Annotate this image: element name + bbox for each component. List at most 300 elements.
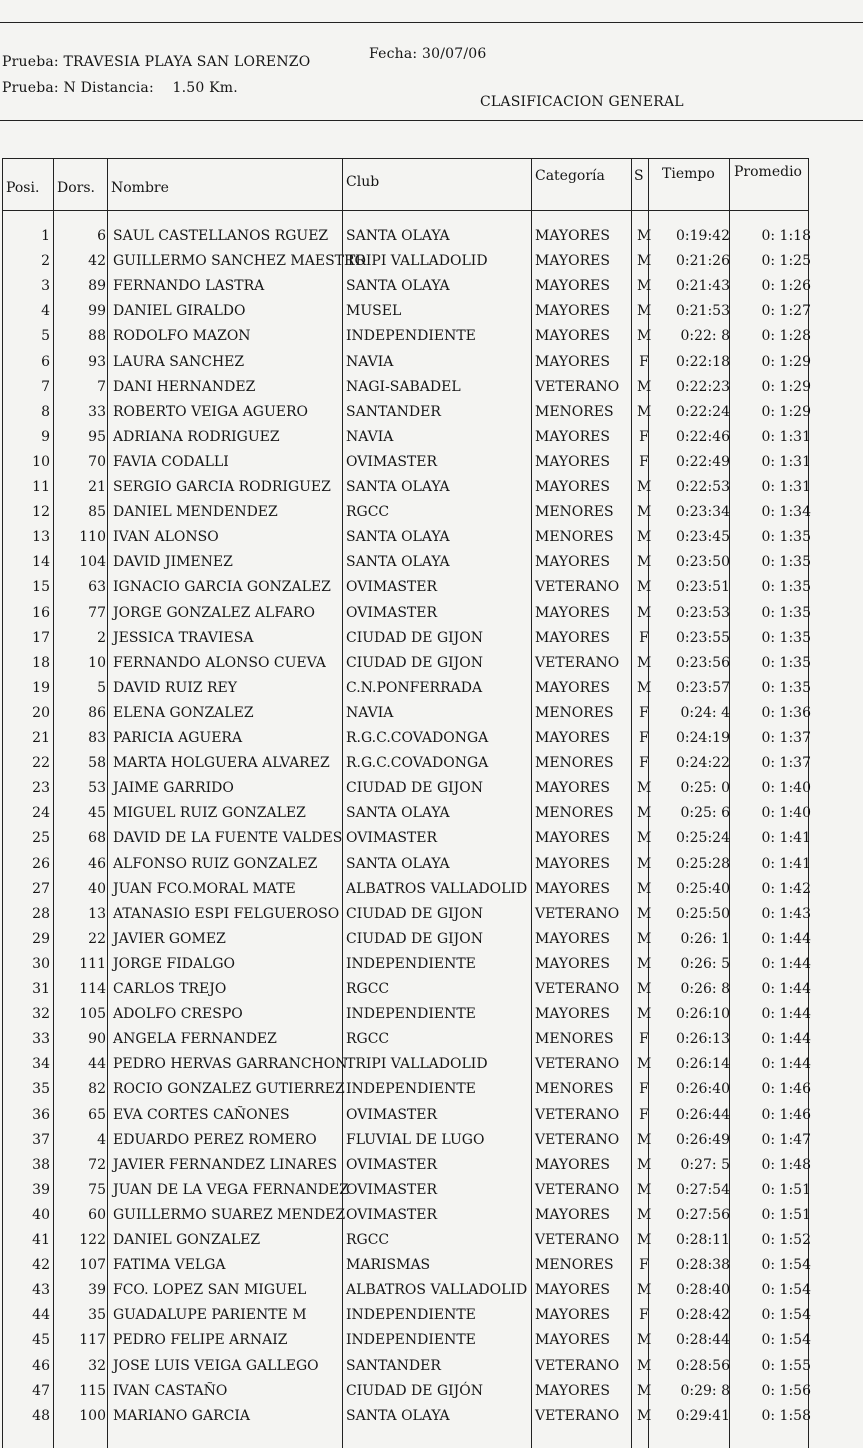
table-row — [0, 1356, 863, 1381]
average-cell: 0: 1:58 — [761, 1407, 811, 1424]
category-cell: MAYORES — [535, 453, 610, 470]
dorsal-cell: 65 — [88, 1106, 106, 1123]
club-cell: INDEPENDIENTE — [346, 1332, 476, 1349]
header-rule — [0, 120, 863, 121]
col-header-posi: Posi. — [6, 180, 40, 196]
average-cell: 0: 1:31 — [761, 479, 811, 495]
col-header-sexo: S — [634, 168, 644, 184]
category-cell: MAYORES — [535, 253, 610, 270]
position-cell: 41 — [32, 1232, 50, 1248]
table-row — [0, 1180, 863, 1205]
position-cell: 13 — [32, 529, 50, 546]
position-cell: 19 — [32, 679, 50, 696]
position-cell: 32 — [32, 1006, 50, 1023]
table-row — [0, 628, 863, 653]
average-cell: 0: 1:40 — [761, 780, 811, 797]
name-cell: JESSICA TRAVIESA — [113, 629, 254, 646]
club-cell: NAVIA — [346, 704, 394, 721]
name-cell: ALFONSO RUIZ GONZALEZ — [113, 855, 318, 872]
position-cell: 11 — [32, 479, 50, 495]
position-cell: 45 — [32, 1332, 50, 1349]
name-cell: MARIANO GARCIA — [113, 1407, 250, 1424]
average-cell: 0: 1:29 — [761, 353, 811, 370]
name-cell: FCO. LOPEZ SAN MIGUEL — [113, 1282, 307, 1299]
dorsal-cell: 93 — [88, 353, 106, 370]
table-row — [0, 276, 863, 301]
category-cell: VETERANO — [535, 1232, 620, 1248]
category-cell: MAYORES — [535, 554, 610, 571]
time-cell: 0:23:53 — [676, 604, 730, 621]
average-cell: 0: 1:40 — [761, 805, 811, 822]
position-cell: 26 — [32, 855, 50, 872]
position-cell: 38 — [32, 1156, 50, 1173]
prueba-line — [2, 54, 310, 70]
average-cell: 0: 1:34 — [761, 504, 811, 521]
club-cell: OVIMASTER — [346, 579, 438, 596]
category-cell: MAYORES — [535, 1156, 610, 1173]
dorsal-cell: 75 — [88, 1181, 106, 1198]
average-cell: 0: 1:46 — [761, 1081, 811, 1098]
category-cell: MAYORES — [535, 679, 610, 696]
name-cell: JOSE LUIS VEIGA GALLEGO — [113, 1357, 319, 1374]
dorsal-cell: 105 — [79, 1006, 106, 1023]
table-row — [0, 979, 863, 1004]
name-cell: JUAN DE LA VEGA FERNANDEZ — [113, 1181, 349, 1198]
category-cell: MAYORES — [535, 1006, 610, 1023]
sex-cell: F — [639, 353, 649, 370]
table-row — [0, 653, 863, 678]
sex-cell: M — [637, 855, 652, 872]
position-cell: 3 — [41, 278, 50, 295]
average-cell: 0: 1:28 — [761, 328, 811, 345]
category-cell: MAYORES — [535, 930, 610, 947]
time-cell: 0:24: 4 — [680, 704, 730, 721]
dorsal-cell: 5 — [97, 679, 106, 696]
category-cell: MAYORES — [535, 780, 610, 797]
club-cell: CIUDAD DE GIJON — [346, 780, 483, 797]
club-cell: MUSEL — [346, 303, 402, 320]
average-cell: 0: 1:54 — [761, 1332, 811, 1349]
position-cell: 46 — [32, 1357, 50, 1374]
sex-cell: M — [637, 479, 652, 495]
average-cell: 0: 1:25 — [761, 253, 811, 270]
time-cell: 0:23:45 — [676, 529, 730, 546]
table-row — [0, 377, 863, 402]
sex-cell: F — [639, 1031, 649, 1048]
dorsal-cell: 100 — [79, 1407, 106, 1424]
dorsal-cell: 46 — [88, 855, 106, 872]
distancia-line — [2, 80, 238, 96]
club-cell: R.G.C.COVADONGA — [346, 755, 489, 772]
position-cell: 34 — [32, 1056, 50, 1073]
category-cell: MAYORES — [535, 830, 610, 847]
position-cell: 35 — [32, 1081, 50, 1098]
category-cell: VETERANO — [535, 1056, 620, 1073]
category-cell: MAYORES — [535, 604, 610, 621]
header-bottom-rule — [2, 210, 808, 211]
name-cell: ADRIANA RODRIGUEZ — [113, 428, 280, 445]
table-row — [0, 402, 863, 427]
name-cell: FAVIA CODALLI — [113, 453, 229, 470]
fecha-line — [369, 46, 487, 62]
dorsal-cell: 107 — [79, 1257, 106, 1274]
sex-cell: M — [637, 1006, 652, 1023]
average-cell: 0: 1:18 — [761, 228, 811, 244]
table-row — [0, 603, 863, 628]
average-cell: 0: 1:43 — [761, 905, 811, 922]
time-cell: 0:28:44 — [676, 1332, 730, 1349]
position-cell: 18 — [32, 654, 50, 671]
category-cell: VETERANO — [535, 1407, 620, 1424]
dorsal-cell: 4 — [97, 1131, 106, 1148]
dorsal-cell: 35 — [88, 1307, 106, 1324]
sex-cell: M — [637, 1357, 652, 1374]
average-cell: 0: 1:54 — [761, 1282, 811, 1299]
club-cell: SANTA OLAYA — [346, 278, 450, 295]
category-cell: MENORES — [535, 755, 614, 772]
average-cell: 0: 1:35 — [761, 629, 811, 646]
time-cell: 0:22:23 — [676, 378, 730, 395]
table-row — [0, 929, 863, 954]
club-cell: SANTANDER — [346, 403, 441, 420]
club-cell: SANTA OLAYA — [346, 805, 450, 822]
club-cell: SANTA OLAYA — [346, 554, 450, 571]
name-cell: JAVIER FERNANDEZ LINARES — [113, 1156, 338, 1173]
name-cell: PEDRO HERVAS GARRANCHON — [113, 1056, 348, 1073]
table-row — [0, 703, 863, 728]
table-row — [0, 1406, 863, 1431]
dorsal-cell: 95 — [88, 428, 106, 445]
prueba-label: Prueba: — [2, 54, 59, 70]
category-cell: VETERANO — [535, 905, 620, 922]
name-cell: MIGUEL RUIZ GONZALEZ — [113, 805, 306, 822]
dorsal-cell: 42 — [88, 253, 106, 270]
time-cell: 0:28:11 — [676, 1232, 730, 1248]
average-cell: 0: 1:35 — [761, 654, 811, 671]
position-cell: 1 — [41, 228, 50, 244]
dorsal-cell: 10 — [88, 654, 106, 671]
time-cell: 0:23:55 — [676, 629, 730, 646]
position-cell: 12 — [32, 504, 50, 521]
sex-cell: M — [637, 579, 652, 596]
category-cell: MENORES — [535, 1081, 614, 1098]
table-row — [0, 1054, 863, 1079]
average-cell: 0: 1:44 — [761, 1006, 811, 1023]
name-cell: EVA CORTES CAÑONES — [113, 1106, 290, 1123]
club-cell: INDEPENDIENTE — [346, 955, 476, 972]
average-cell: 0: 1:51 — [761, 1181, 811, 1198]
time-cell: 0:23:50 — [676, 554, 730, 571]
sex-cell: F — [639, 730, 649, 746]
average-cell: 0: 1:37 — [761, 755, 811, 772]
table-row — [0, 477, 863, 502]
top-rule — [0, 22, 863, 23]
position-cell: 47 — [32, 1382, 50, 1399]
sex-cell: M — [637, 1407, 652, 1424]
time-cell: 0:26: 8 — [680, 981, 730, 997]
sex-cell: F — [639, 453, 649, 470]
club-cell: NAVIA — [346, 353, 394, 370]
position-cell: 15 — [32, 579, 50, 596]
time-cell: 0:29: 8 — [680, 1382, 730, 1399]
club-cell: SANTA OLAYA — [346, 479, 450, 495]
club-cell: NAVIA — [346, 428, 394, 445]
dorsal-cell: 40 — [88, 880, 106, 897]
club-cell: SANTANDER — [346, 1357, 441, 1374]
position-cell: 37 — [32, 1131, 50, 1148]
table-row — [0, 1029, 863, 1054]
dorsal-cell: 53 — [88, 780, 106, 797]
dorsal-cell: 114 — [79, 981, 106, 997]
col-header-tiempo: Tiempo — [662, 166, 715, 182]
club-cell: FLUVIAL DE LUGO — [346, 1131, 485, 1148]
time-cell: 0:23:51 — [676, 579, 730, 596]
dorsal-cell: 99 — [88, 303, 106, 320]
club-cell: CIUDAD DE GIJON — [346, 654, 483, 671]
dorsal-cell: 32 — [88, 1357, 106, 1374]
time-cell: 0:28:42 — [676, 1307, 730, 1324]
table-row — [0, 352, 863, 377]
position-cell: 7 — [41, 378, 50, 395]
club-cell: RGCC — [346, 981, 390, 997]
name-cell: SAUL CASTELLANOS RGUEZ — [113, 228, 329, 244]
sex-cell: M — [637, 278, 652, 295]
time-cell: 0:27:56 — [676, 1206, 730, 1223]
average-cell: 0: 1:35 — [761, 604, 811, 621]
time-cell: 0:28:38 — [676, 1257, 730, 1274]
average-cell: 0: 1:35 — [761, 579, 811, 596]
table-row — [0, 879, 863, 904]
position-cell: 44 — [32, 1307, 50, 1324]
dorsal-cell: 83 — [88, 730, 106, 746]
club-cell: SANTA OLAYA — [346, 1407, 450, 1424]
time-cell: 0:26:40 — [676, 1081, 730, 1098]
table-row — [0, 502, 863, 527]
sex-cell: F — [639, 1257, 649, 1274]
prueba-name: TRAVESIA PLAYA SAN LORENZO — [63, 54, 311, 70]
table-row — [0, 1155, 863, 1180]
category-cell: MAYORES — [535, 1382, 610, 1399]
time-cell: 0:25:40 — [676, 880, 730, 897]
col-header-categoria: Categoría — [535, 168, 605, 184]
sex-cell: M — [637, 955, 652, 972]
sex-cell: M — [637, 378, 652, 395]
name-cell: GUADALUPE PARIENTE M — [113, 1307, 307, 1324]
category-cell: VETERANO — [535, 1131, 620, 1148]
distancia-label: Distancia: — [80, 80, 154, 96]
table-row — [0, 904, 863, 929]
average-cell: 0: 1:44 — [761, 1031, 811, 1048]
average-cell: 0: 1:55 — [761, 1357, 811, 1374]
sex-cell: F — [639, 1106, 649, 1123]
club-cell: NAGI-SABADEL — [346, 378, 461, 395]
table-row — [0, 954, 863, 979]
time-cell: 0:25:50 — [676, 905, 730, 922]
time-cell: 0:21:53 — [676, 303, 730, 320]
sex-cell: M — [637, 1131, 652, 1148]
table-row — [0, 527, 863, 552]
table-row — [0, 828, 863, 853]
table-row — [0, 1205, 863, 1230]
name-cell: ROCIO GONZALEZ GUTIERREZ — [113, 1081, 345, 1098]
table-row — [0, 452, 863, 477]
category-cell: VETERANO — [535, 579, 620, 596]
name-cell: JAIME GARRIDO — [113, 780, 234, 797]
col-header-promedio: Promedio — [734, 164, 802, 180]
dorsal-cell: 115 — [79, 1382, 106, 1399]
name-cell: DAVID JIMENEZ — [113, 554, 233, 571]
club-cell: INDEPENDIENTE — [346, 328, 476, 345]
table-row — [0, 326, 863, 351]
category-cell: MAYORES — [535, 479, 610, 495]
table-row — [0, 778, 863, 803]
time-cell: 0:22:18 — [676, 353, 730, 370]
name-cell: SERGIO GARCIA RODRIGUEZ — [113, 479, 331, 495]
col-header-dors: Dors. — [57, 180, 95, 196]
sex-cell: M — [637, 1332, 652, 1349]
club-cell: INDEPENDIENTE — [346, 1081, 476, 1098]
category-cell: VETERANO — [535, 1181, 620, 1198]
category-cell: MAYORES — [535, 353, 610, 370]
table-row — [0, 728, 863, 753]
club-cell: SANTA OLAYA — [346, 855, 450, 872]
time-cell: 0:26:13 — [676, 1031, 730, 1048]
dorsal-cell: 111 — [79, 955, 106, 972]
club-cell: R.G.C.COVADONGA — [346, 730, 489, 746]
sex-cell: M — [637, 1232, 652, 1248]
name-cell: DAVID RUIZ REY — [113, 679, 238, 696]
average-cell: 0: 1:54 — [761, 1257, 811, 1274]
time-cell: 0:22:24 — [676, 403, 730, 420]
club-cell: MARISMAS — [346, 1257, 431, 1274]
sex-cell: M — [637, 1206, 652, 1223]
sex-cell: M — [637, 554, 652, 571]
average-cell: 0: 1:31 — [761, 453, 811, 470]
average-cell: 0: 1:35 — [761, 554, 811, 571]
name-cell: RODOLFO MAZON — [113, 328, 251, 345]
position-cell: 4 — [41, 303, 50, 320]
time-cell: 0:26:44 — [676, 1106, 730, 1123]
time-cell: 0:21:26 — [676, 253, 730, 270]
dorsal-cell: 89 — [88, 278, 106, 295]
time-cell: 0:27:54 — [676, 1181, 730, 1198]
sex-cell: M — [637, 1382, 652, 1399]
name-cell: ROBERTO VEIGA AGUERO — [113, 403, 309, 420]
average-cell: 0: 1:56 — [761, 1382, 811, 1399]
table-row — [0, 1130, 863, 1155]
dorsal-cell: 77 — [88, 604, 106, 621]
average-cell: 0: 1:44 — [761, 930, 811, 947]
sex-cell: F — [639, 704, 649, 721]
table-row — [0, 803, 863, 828]
time-cell: 0:22:53 — [676, 479, 730, 495]
position-cell: 42 — [32, 1257, 50, 1274]
dorsal-cell: 85 — [88, 504, 106, 521]
name-cell: FERNANDO ALONSO CUEVA — [113, 654, 326, 671]
dorsal-cell: 68 — [88, 830, 106, 847]
table-row — [0, 678, 863, 703]
col-header-club: Club — [346, 174, 380, 190]
club-cell: OVIMASTER — [346, 1181, 438, 1198]
category-cell: MAYORES — [535, 1307, 610, 1324]
name-cell: ADOLFO CRESPO — [113, 1006, 243, 1023]
table-row — [0, 753, 863, 778]
name-cell: DANIEL GONZALEZ — [113, 1232, 261, 1248]
category-cell: VETERANO — [535, 654, 620, 671]
dorsal-cell: 44 — [88, 1056, 106, 1073]
name-cell: IGNACIO GARCIA GONZALEZ — [113, 579, 331, 596]
sex-cell: M — [637, 654, 652, 671]
average-cell: 0: 1:52 — [761, 1232, 811, 1248]
name-cell: MARTA HOLGUERA ALVAREZ — [113, 755, 330, 772]
sex-cell: F — [639, 1081, 649, 1098]
time-cell: 0:19:42 — [676, 228, 730, 244]
average-cell: 0: 1:31 — [761, 428, 811, 445]
average-cell: 0: 1:26 — [761, 278, 811, 295]
club-cell: OVIMASTER — [346, 1106, 438, 1123]
position-cell: 10 — [32, 453, 50, 470]
club-cell: C.N.PONFERRADA — [346, 679, 483, 696]
sex-cell: M — [637, 529, 652, 546]
sex-cell: M — [637, 228, 652, 244]
club-cell: CIUDAD DE GIJON — [346, 930, 483, 947]
time-cell: 0:28:40 — [676, 1282, 730, 1299]
name-cell: LAURA SANCHEZ — [113, 353, 245, 370]
category-cell: VETERANO — [535, 378, 620, 395]
sex-cell: M — [637, 780, 652, 797]
club-cell: OVIMASTER — [346, 604, 438, 621]
name-cell: ANGELA FERNANDEZ — [113, 1031, 277, 1048]
dorsal-cell: 60 — [88, 1206, 106, 1223]
dorsal-cell: 110 — [79, 529, 106, 546]
time-cell: 0:23:56 — [676, 654, 730, 671]
club-cell: OVIMASTER — [346, 830, 438, 847]
table-row — [0, 1280, 863, 1305]
position-cell: 31 — [32, 981, 50, 997]
average-cell: 0: 1:47 — [761, 1131, 811, 1148]
sex-cell: M — [637, 805, 652, 822]
time-cell: 0:23:34 — [676, 504, 730, 521]
name-cell: FERNANDO LASTRA — [113, 278, 265, 295]
average-cell: 0: 1:44 — [761, 1056, 811, 1073]
position-cell: 39 — [32, 1181, 50, 1198]
category-cell: MENORES — [535, 504, 614, 521]
table-row — [0, 301, 863, 326]
fecha-label: Fecha: — [369, 46, 418, 62]
dorsal-cell: 13 — [88, 905, 106, 922]
table-row — [0, 1230, 863, 1255]
category-cell: MENORES — [535, 1031, 614, 1048]
dorsal-cell: 122 — [79, 1232, 106, 1248]
time-cell: 0:26: 1 — [680, 930, 730, 947]
dorsal-cell: 82 — [88, 1081, 106, 1098]
dorsal-cell: 117 — [79, 1332, 106, 1349]
category-cell: VETERANO — [535, 1357, 620, 1374]
club-cell: TRIPI VALLADOLID — [346, 253, 488, 270]
category-cell: MENORES — [535, 704, 614, 721]
category-cell: MENORES — [535, 805, 614, 822]
category-cell: MENORES — [535, 1257, 614, 1274]
position-cell: 36 — [32, 1106, 50, 1123]
time-cell: 0:21:43 — [676, 278, 730, 295]
name-cell: FATIMA VELGA — [113, 1257, 226, 1274]
time-cell: 0:22:49 — [676, 453, 730, 470]
club-cell: SANTA OLAYA — [346, 529, 450, 546]
name-cell: DANIEL GIRALDO — [113, 303, 246, 320]
name-cell: GUILLERMO SUAREZ MENDEZ — [113, 1206, 346, 1223]
category-cell: MAYORES — [535, 1332, 610, 1349]
table-row — [0, 251, 863, 276]
